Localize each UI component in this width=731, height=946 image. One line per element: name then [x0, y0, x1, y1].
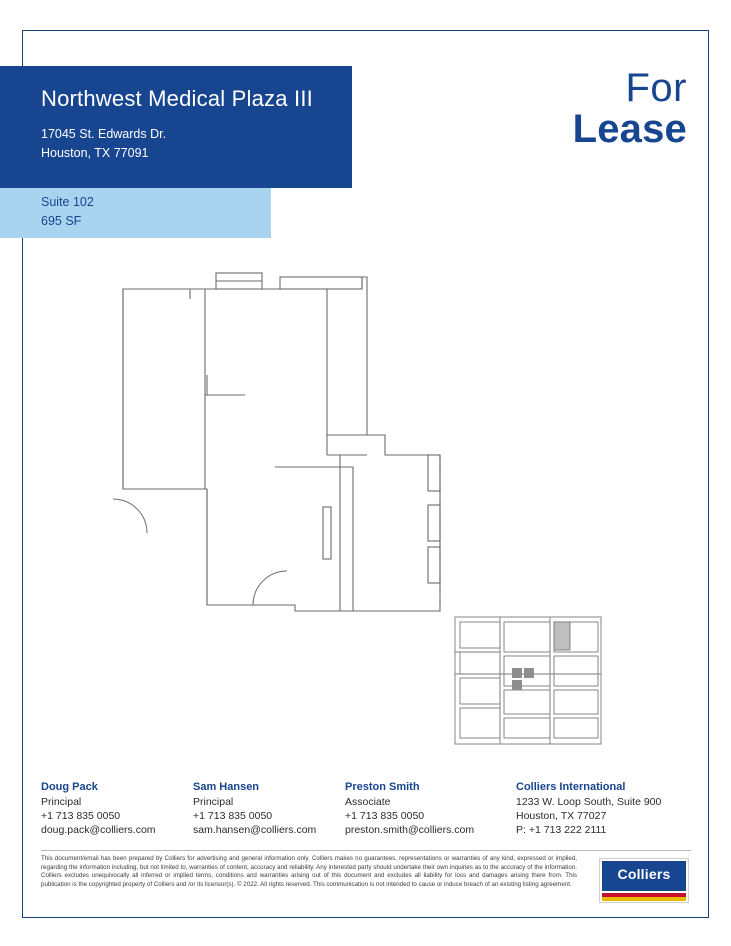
suite-number: Suite 102	[41, 195, 94, 209]
company-phone[interactable]: P: +1 713 222 2111	[516, 824, 607, 836]
title-banner	[0, 66, 352, 188]
footer-divider	[41, 850, 691, 851]
suite-banner	[0, 188, 271, 238]
building-address-line2: Houston, TX 77091	[41, 146, 149, 160]
building-name: Northwest Medical Plaza III	[41, 86, 313, 111]
contact-phone[interactable]: +1 713 835 0050	[193, 810, 273, 822]
contact-phone[interactable]: +1 713 835 0050	[345, 810, 425, 822]
logo-text: Colliers	[617, 866, 671, 882]
contact-title: Principal	[193, 796, 234, 808]
building-address-line1: 17045 St. Edwards Dr.	[41, 127, 167, 141]
page-border-right	[708, 30, 709, 918]
for-label: For	[625, 66, 687, 110]
contact-name: Sam Hansen	[193, 781, 260, 793]
for-lease-heading	[573, 68, 687, 150]
company-address-line2: Houston, TX 77027	[516, 810, 607, 822]
contact-email[interactable]: doug.pack@colliers.com	[41, 824, 156, 836]
contact-title: Principal	[41, 796, 82, 808]
contact-card	[41, 780, 156, 837]
key-plan	[452, 612, 607, 749]
company-info	[516, 780, 661, 837]
contact-phone[interactable]: +1 713 835 0050	[41, 810, 121, 822]
company-name: Colliers International	[516, 781, 626, 793]
company-address-line1: 1233 W. Loop South, Suite 900	[516, 796, 662, 808]
contact-name: Preston Smith	[345, 781, 420, 793]
colliers-logo	[599, 858, 689, 903]
page-border-bottom	[22, 917, 709, 918]
suite-square-feet: 695 SF	[41, 214, 82, 228]
page-border-top	[22, 30, 709, 31]
key-plan-highlight	[554, 622, 570, 650]
contact-email[interactable]: sam.hansen@colliers.com	[193, 824, 317, 836]
contacts-row	[41, 780, 691, 842]
lease-label: Lease	[572, 106, 687, 151]
key-plan-svg	[452, 612, 607, 749]
contact-email[interactable]: preston.smith@colliers.com	[345, 824, 475, 836]
disclaimer-text: This document/email has been prepared by Colliers for advertising and general information only. Colliers makes no guarantees, representations or warranties of any kind, expressed or implied, regarding the information including, but not limited to, warranties of content, accuracy and reliability. Any interested party should undertake their own inquiries as to the accuracy of the information. Colliers excludes unequivocally all inferred or implied terms, conditions and warranties arising out of this document and excludes all liability for loss and damages arising there from. This publication is the copyrighted property of Colliers and /or its licensor(s). © 2022. All rights reserved. This communication is not intended to cause or induce breach of an existing listing agreement.	[41, 855, 577, 888]
contact-card	[345, 780, 474, 837]
logo-bar-gold	[602, 897, 686, 901]
contact-card	[193, 780, 316, 837]
contact-title: Associate	[345, 796, 391, 808]
contact-name: Doug Pack	[41, 781, 98, 793]
